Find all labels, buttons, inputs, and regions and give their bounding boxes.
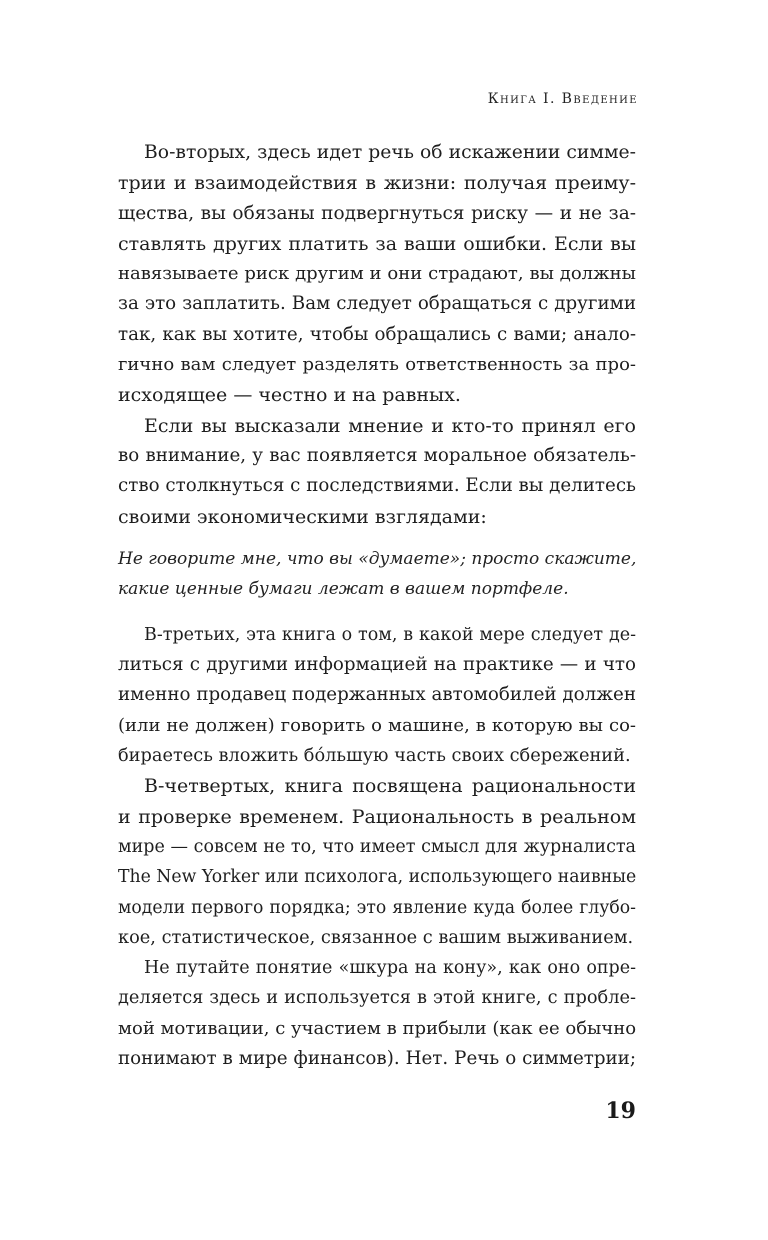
running-header: Книга I. Введение [487,91,638,107]
text-line: (или не должен) говорить о машине, в которую вы со- [118,714,636,736]
text-line: деляется здесь и используется в этой книге, с пробле- [118,988,636,1009]
text-line: и проверке временем. Рациональность в реальном [118,805,636,828]
text-line: Во-вторых, здесь идет речь об искажении симме- [144,142,636,163]
text-line: модели первого порядка; это явление куда более глубо- [118,897,636,918]
text-line: трии и взаимодействия в жизни: получая преиму- [118,172,636,195]
quote-line: Не говорите мне, что вы «думаете»; просто скажите, [118,548,637,569]
paragraph-4 [118,771,636,953]
text-line: навязываете риск другим и они страдают, вы должны [118,263,636,285]
text-line: за это заплатить. Вам следует обращаться с другими [118,293,636,315]
text-line: бираетесь вложить бóльшую часть своих сбережений. [118,746,631,767]
page-number: 19 [605,1098,636,1124]
text-line: мой мотивации, с участием в прибыли (как ее обычно [118,1017,637,1039]
text-line: В-четвертых, книга посвящена рациональности [144,775,636,798]
text-line: своими экономическими взглядами: [118,505,487,528]
paragraph-2 [118,411,636,532]
text-line: The New Yorker или психолога, использующего наивные [118,867,637,888]
text-line: В-третьих, эта книга о том, в какой мере следует де- [144,624,636,645]
text-line: понимают в мире финансов). Нет. Речь о симметрии; [118,1048,636,1070]
page-body [118,138,636,1074]
text-line: литься с другими информацией на практике — и что [118,654,636,676]
text-line: так, как вы хотите, чтобы обращались с вами; анало- [118,323,636,345]
paragraph-5 [118,953,636,1074]
text-line: во внимание, у вас появляется моральное обязатель- [118,444,636,466]
block-quote [118,544,636,604]
text-line: кое, статистическое, связанное с вашим выживанием. [118,927,634,948]
text-line: щества, вы обязаны подвергнуться риску — и не за- [118,202,636,224]
text-line: исходящее — честно и на равных. [118,384,461,407]
text-line: Не путайте понятие «шкура на кону», как оно опре- [144,958,636,979]
text-line: Если вы высказали мнение и кто-то принял его [144,414,636,437]
text-line: гично вам следует разделять ответственность за про- [118,354,636,376]
quote-line: какие ценные бумаги лежат в вашем портфеле. [118,578,569,599]
text-line: мире — совсем не то, что имеет смысл для журналиста [118,836,636,857]
paragraph-3 [118,620,636,771]
text-line: ство столкнуться с последствиями. Если вы делитесь [118,475,636,497]
paragraph-1 [118,138,636,411]
text-line: именно продавец подержанных автомобилей должен [118,684,636,706]
text-line: ставлять других платить за ваши ошибки. Если вы [118,232,636,255]
